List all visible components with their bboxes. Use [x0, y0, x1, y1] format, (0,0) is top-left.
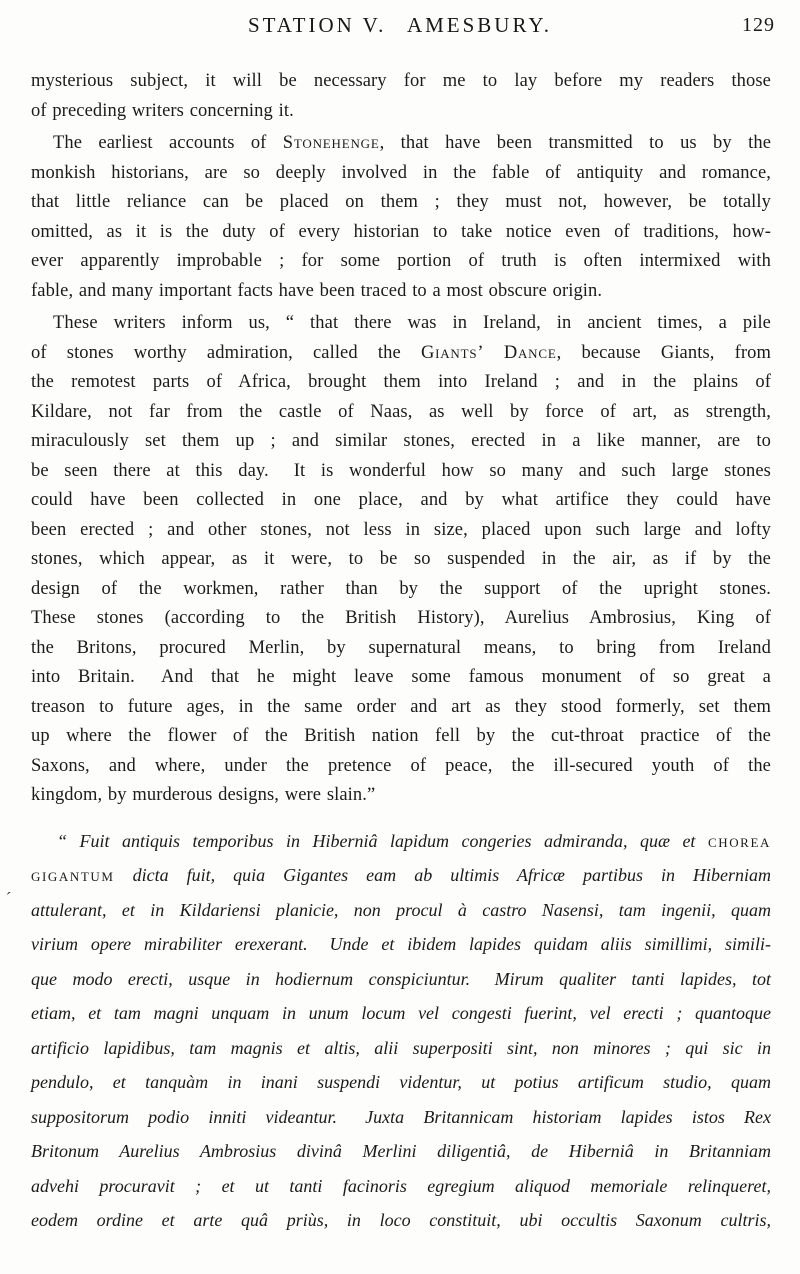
- text-line: [31, 339, 771, 369]
- text-segment: dicta fuit, quia Gigantes eam ab ultimis Africæ partibus in Hiberniam: [114, 865, 771, 885]
- page-title: STATION V. AMESBURY.: [247, 13, 553, 37]
- text-line: [31, 722, 771, 752]
- text-segment: stones, which appear, as it were, to be so suspended in the air, as if by the: [31, 549, 771, 569]
- text-segment: the remotest parts of Africa, brought them into Ireland ; and in the plains of: [31, 372, 771, 392]
- text-line: [31, 188, 771, 218]
- text-line: [31, 575, 771, 605]
- text-segment: of stones worthy admiration, called the: [31, 342, 421, 363]
- text-segment: pendulo, et tanquàm in inani suspendi videntur, ut potius artificum studio, quam: [31, 1072, 771, 1092]
- text-segment: Giants’ Dance: [420, 342, 557, 363]
- text-line: [31, 634, 771, 664]
- text-line: [31, 752, 771, 782]
- text-segment: Stonehenge: [282, 133, 380, 153]
- text-line: [31, 1100, 771, 1135]
- text-segment: Kildare, not far from the castle of Naas, as well by force of art, as strength,: [31, 401, 771, 422]
- text-line: [31, 277, 771, 307]
- text-segment: chorea: [707, 830, 771, 851]
- text-line: [31, 427, 771, 457]
- text-segment: , that have been transmitted to us by the: [379, 133, 772, 153]
- paragraph-these-writers: [31, 309, 771, 811]
- paragraph-earliest-accounts: [31, 129, 771, 306]
- text-segment: omitted, as it is the duty of every historian to take notice even of traditions, how-: [31, 221, 771, 242]
- text-segment: of preceding writers concerning it.: [31, 100, 294, 121]
- text-segment: Britonum Aurelius Ambrosius divinâ Merlini diligentiâ, de Hiberniâ in Britanniam: [31, 1141, 771, 1161]
- text-line: [31, 604, 771, 634]
- paragraph-latin-quotation: [31, 824, 771, 1238]
- text-segment: the Britons, procured Merlin, by supernatural means, to bring from Ireland: [31, 637, 771, 658]
- text-line: [31, 218, 771, 248]
- text-segment: gigantum: [31, 865, 115, 885]
- text-segment: The earliest accounts of: [53, 133, 283, 153]
- text-line: [31, 1134, 771, 1169]
- text-line: [31, 486, 771, 516]
- text-segment: etiam, et tam magni unquam in unum locum vel congesti fuerint, vel erecti ; quantoque: [31, 1003, 771, 1023]
- text-segment: be seen there at this day. It is wonderful how so many and such large stones: [31, 460, 771, 481]
- text-segment: been erected ; and other stones, not less in size, placed upon such large and lofty: [31, 519, 771, 540]
- text-segment: mysterious subject, it will be necessary for me to lay before my readers those: [31, 71, 771, 91]
- text-line: [31, 398, 771, 428]
- text-line: [31, 693, 771, 723]
- text-segment: que modo erecti, usque in hodiernum conspiciuntur. Mirum qualiter tanti lapides, tot: [31, 968, 771, 989]
- text-segment: miraculously set them up ; and similar stones, erected in a like manner, are to: [31, 431, 771, 451]
- text-line: [31, 309, 771, 339]
- text-segment: artificio lapidibus, tam magnis et altis, alii superpositi sint, non minores ; qui sic in: [31, 1037, 771, 1058]
- text-line: [31, 97, 771, 127]
- ink-mark: ´: [5, 890, 11, 907]
- text-segment: eodem ordine et arte quâ priùs, in loco constituit, ubi occultis Saxonum cultris,: [31, 1210, 771, 1230]
- text-segment: “ Fuit antiquis temporibus in Hiberniâ lapidum congeries admiranda, quæ et: [57, 830, 708, 851]
- text-segment: design of the workmen, rather than by the support of the upright stones.: [31, 578, 771, 599]
- text-segment: into Britain. And that he might leave some famous monument of so great a: [31, 667, 771, 687]
- text-segment: These writers inform us, “ that there was in Ireland, in ancient times, a pile: [53, 313, 771, 333]
- text-line: [31, 1065, 771, 1100]
- text-line: [31, 159, 771, 189]
- text-segment: attulerant, et in Kildariensi planicie, non procul à castro Nasensi, tam ingenii, quam: [31, 899, 771, 920]
- text-line: [31, 545, 771, 575]
- text-line: [31, 516, 771, 546]
- text-line: [31, 457, 771, 487]
- text-segment: Saxons, and where, under the pretence of peace, the ill-secured youth of the: [31, 755, 771, 776]
- text-line: [31, 996, 771, 1031]
- text-line: [31, 858, 771, 893]
- text-segment: up where the flower of the British nation fell by the cut-throat practice of the: [31, 726, 771, 746]
- text-segment: could have been collected in one place, and by what artifice they could have: [31, 490, 771, 510]
- page-body: [0, 67, 800, 1238]
- text-line: [31, 1031, 771, 1066]
- text-line: [31, 368, 771, 398]
- page-number: 129: [742, 14, 775, 36]
- text-line: [31, 927, 771, 962]
- text-segment: suppositorum podio inniti videantur. Juxta Britannicam historiam lapides istos Rex: [31, 1106, 771, 1127]
- text-line: [31, 893, 771, 928]
- paragraph-continuation: [31, 67, 771, 126]
- text-segment: monkish historians, are so deeply involved in the fable of antiquity and romance,: [31, 162, 771, 183]
- text-segment: kingdom, by murderous designs, were slain.”: [31, 785, 376, 805]
- text-segment: treason to future ages, in the same order and art as they stood formerly, set them: [31, 696, 771, 717]
- text-line: [31, 1203, 771, 1238]
- text-segment: virium opere mirabiliter erexerant. Unde et ibidem lapides quidam aliis simillimi, simili-: [31, 934, 771, 954]
- text-line: [31, 962, 771, 997]
- text-line: [31, 663, 771, 693]
- text-line: [31, 781, 771, 811]
- text-line: [31, 67, 771, 97]
- text-segment: advehi procuravit ; et ut tanti facinoris egregium aliquod memoriale relinqueret,: [31, 1175, 771, 1196]
- page-header: [0, 13, 800, 41]
- text-segment: These stones (according to the British History), Aurelius Ambrosius, King of: [31, 608, 771, 628]
- text-segment: , because Giants, from: [556, 342, 771, 363]
- text-line: [31, 129, 771, 159]
- text-segment: that little reliance can be placed on them ; they must not, however, be totally: [31, 192, 771, 212]
- text-line: [31, 247, 771, 277]
- text-segment: ever apparently improbable ; for some portion of truth is often intermixed with: [31, 251, 771, 271]
- text-segment: fable, and many important facts have been traced to a most obscure origin.: [31, 280, 603, 301]
- text-line: [31, 1169, 771, 1204]
- text-line: [31, 824, 771, 859]
